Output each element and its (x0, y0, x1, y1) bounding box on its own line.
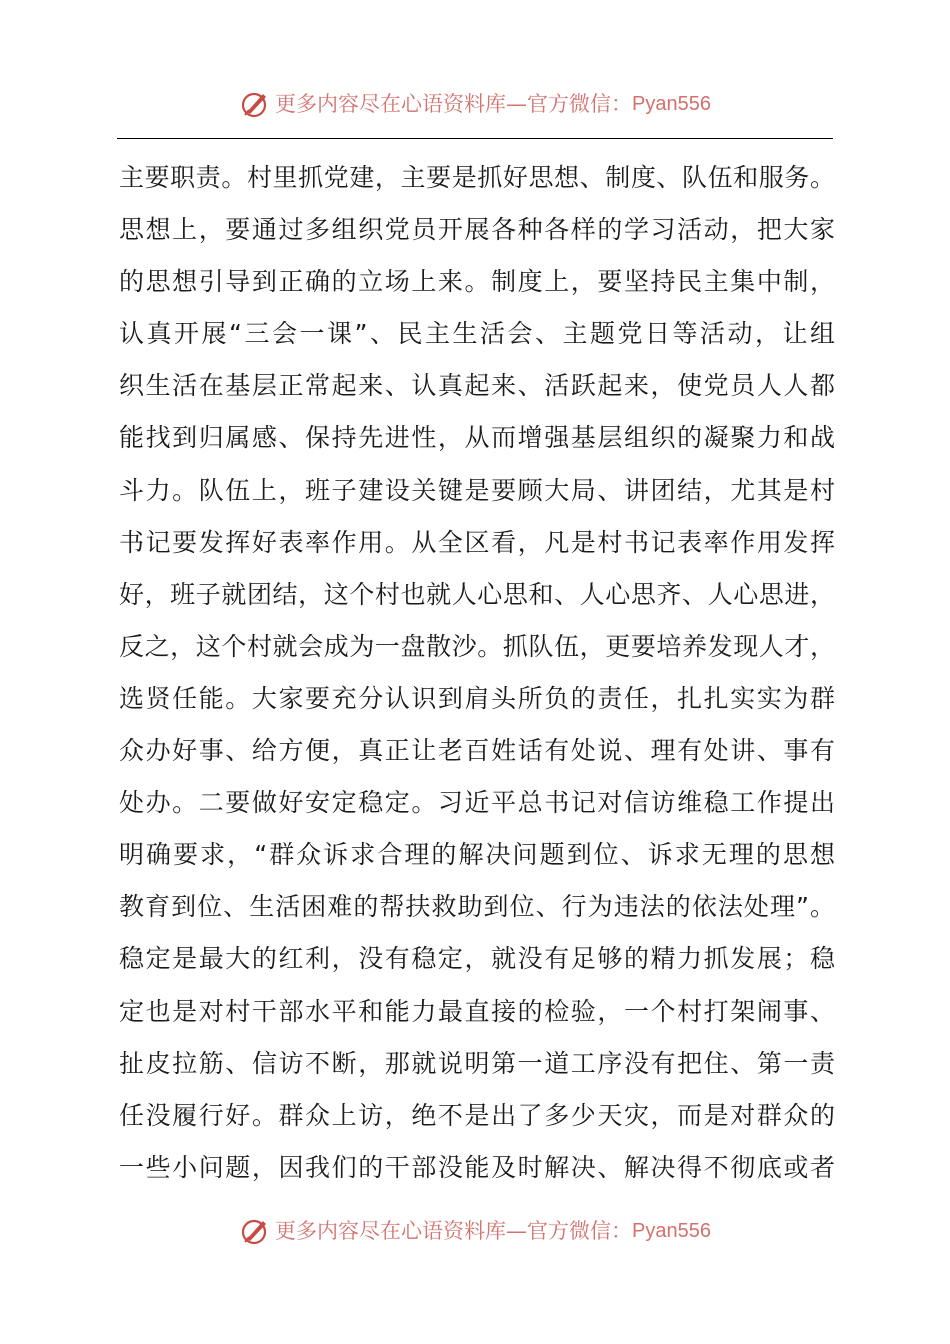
text-line: 选贤任能。大家要充分认识到肩头所负的责任，扎扎实实为群 (119, 683, 835, 713)
text-line: 定也是对村干部水平和能力最直接的检验，一个村打架闹事、 (119, 996, 835, 1026)
text-line: 处办。二要做好安定稳定。习近平总书记对信访维稳工作提出 (119, 788, 835, 818)
text-line: 主要职责。村里抓党建，主要是抓好思想、制度、队伍和服务。 (119, 163, 835, 192)
text-line: 教育到位、生活困难的帮扶救助到位、行为违法的依法处理”。 (119, 892, 835, 922)
text-line: 稳定是最大的红利，没有稳定，就没有足够的精力抓发展；稳 (119, 944, 835, 974)
footer-watermark (0, 1215, 950, 1247)
text-line: 反之，这个村就会成为一盘散沙。抓队伍，更要培养发现人才， (119, 631, 835, 661)
text-line: 众办好事、给方便，真正让老百姓话有处说、理有处讲、事有 (119, 736, 835, 766)
text-line: 的思想引导到正确的立场上来。制度上，要坚持民主集中制， (119, 267, 835, 297)
text-line: 一些小问题，因我们的干部没能及时解决、解决得不彻底或者 (119, 1152, 835, 1182)
quill-seal-icon (239, 88, 271, 120)
text-line: 思想上，要通过多组织党员开展各种各样的学习活动，把大家 (119, 215, 835, 245)
text-line: 书记要发挥好表率作用。从全区看，凡是村书记表率作用发挥 (119, 527, 835, 557)
text-line: 扯皮拉筋、信访不断，那就说明第一道工序没有把住、第一责 (119, 1048, 835, 1078)
text-line: 好，班子就团结，这个村也就人心思和、人心思齐、人心思进， (119, 579, 835, 609)
document-body (119, 152, 835, 1194)
text-line: 织生活在基层正常起来、认真起来、活跃起来，使党员人人都 (119, 371, 835, 401)
header-watermark (0, 88, 950, 120)
footer-watermark-id: Pyan556 (632, 1220, 711, 1242)
header-divider (117, 138, 833, 139)
text-line: 斗力。队伍上，班子建设关键是要顾大局、讲团结，尤其是村 (119, 475, 835, 505)
header-watermark-text: 更多内容尽在心语资料库—官方微信： (275, 92, 633, 116)
quill-seal-icon (239, 1215, 271, 1247)
text-line: 能找到归属感、保持先进性，从而增强基层组织的凝聚力和战 (119, 423, 835, 453)
footer-watermark-text: 更多内容尽在心语资料库—官方微信： (275, 1219, 633, 1243)
text-line: 任没履行好。群众上访，绝不是出了多少天灾，而是对群众的 (119, 1100, 835, 1130)
header-watermark-id: Pyan556 (632, 93, 711, 115)
text-line: 认真开展“三会一课”、民主生活会、主题党日等活动，让组 (119, 319, 835, 349)
text-line: 明确要求，“群众诉求合理的解决问题到位、诉求无理的思想 (119, 840, 835, 870)
